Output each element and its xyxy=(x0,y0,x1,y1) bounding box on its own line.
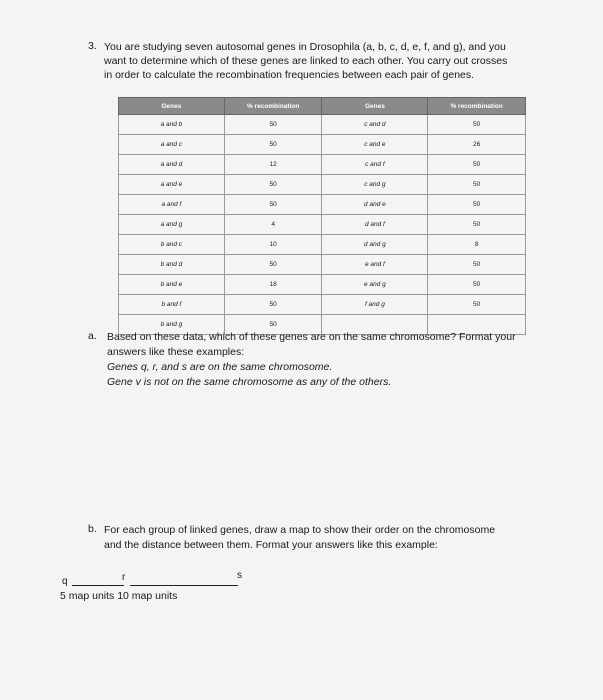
gene-pair-cell: b and d xyxy=(119,255,225,275)
recombination-cell: 50 xyxy=(224,175,322,195)
table-row xyxy=(119,135,526,155)
gene-pair-cell: c and g xyxy=(322,175,428,195)
intro-line: in order to calculate the recombination frequencies between each pair of genes. xyxy=(104,69,475,81)
intro-line: You are studying seven autosomal genes in Drosophila (a, b, c, d, e, f, and g), and you xyxy=(104,41,506,53)
recombination-cell: 50 xyxy=(224,315,322,335)
gene-pair-cell: b and c xyxy=(119,235,225,255)
part-a-example: Genes q, r, and s are on the same chromosome. xyxy=(107,361,333,373)
part-b-label: b. xyxy=(88,523,97,535)
map-gene-r: r xyxy=(122,572,126,583)
part-b-line: For each group of linked genes, draw a map to show their order on the chromosome xyxy=(104,524,496,536)
part-a-example: Gene v is not on the same chromosome as any of the others. xyxy=(107,376,392,388)
gene-pair-cell: e and g xyxy=(322,275,428,295)
gene-pair-cell: c and e xyxy=(322,135,428,155)
recombination-cell: 50 xyxy=(428,155,526,175)
gene-pair-cell: e and f xyxy=(322,255,428,275)
gene-pair-cell: c and d xyxy=(322,115,428,135)
header-recombination-1: % recombination xyxy=(224,98,322,115)
gene-pair-cell: c and f xyxy=(322,155,428,175)
table-row xyxy=(119,255,526,275)
header-genes-1: Genes xyxy=(119,98,225,115)
table-row xyxy=(119,215,526,235)
gene-pair-cell: a and b xyxy=(119,115,225,135)
map-segment xyxy=(130,585,238,586)
recombination-cell: 50 xyxy=(224,115,322,135)
header-genes-2: Genes xyxy=(322,98,428,115)
recombination-cell: 50 xyxy=(428,255,526,275)
recombination-cell: 50 xyxy=(428,175,526,195)
gene-pair-cell: b and e xyxy=(119,275,225,295)
question-number: 3. xyxy=(88,40,97,52)
gene-pair-cell: b and g xyxy=(119,315,225,335)
recombination-cell: 10 xyxy=(224,235,322,255)
table-row xyxy=(119,235,526,255)
recombination-cell: 50 xyxy=(428,295,526,315)
recombination-cell: 12 xyxy=(224,155,322,175)
table-header-row xyxy=(119,98,526,115)
part-a-text xyxy=(107,330,567,390)
map-example xyxy=(60,572,280,612)
part-a-label: a. xyxy=(88,330,97,342)
gene-pair-cell: d and f xyxy=(322,215,428,235)
gene-pair-cell: a and f xyxy=(119,195,225,215)
map-segment xyxy=(72,585,124,586)
recombination-cell: 50 xyxy=(224,135,322,155)
recombination-cell: 50 xyxy=(428,195,526,215)
part-a-line: answers like these examples: xyxy=(107,346,245,358)
map-units-label: 5 map units 10 map units xyxy=(60,590,178,602)
gene-pair-cell: b and f xyxy=(119,295,225,315)
table-row xyxy=(119,195,526,215)
recombination-cell: 8 xyxy=(428,235,526,255)
header-recombination-2: % recombination xyxy=(428,98,526,115)
gene-pair-cell: d and g xyxy=(322,235,428,255)
recombination-cell: 50 xyxy=(224,295,322,315)
question-intro xyxy=(104,40,564,82)
map-gene-q: q xyxy=(62,576,68,587)
gene-pair-cell: a and g xyxy=(119,215,225,235)
table-row xyxy=(119,115,526,135)
recombination-cell: 50 xyxy=(224,255,322,275)
table-row xyxy=(119,295,526,315)
gene-pair-cell: a and c xyxy=(119,135,225,155)
recombination-cell: 50 xyxy=(428,215,526,235)
recombination-cell: 26 xyxy=(428,135,526,155)
part-b-text xyxy=(104,523,574,553)
recombination-cell: 50 xyxy=(224,195,322,215)
gene-pair-cell: d and e xyxy=(322,195,428,215)
recombination-cell: 50 xyxy=(428,115,526,135)
map-gene-s: s xyxy=(237,570,242,581)
intro-line: want to determine which of these genes are linked to each other. You carry out crosses xyxy=(104,55,508,67)
gene-pair-cell: a and d xyxy=(119,155,225,175)
gene-pair-cell: f and g xyxy=(322,295,428,315)
gene-pair-cell: a and e xyxy=(119,175,225,195)
recombination-cell: 4 xyxy=(224,215,322,235)
recombination-table xyxy=(118,97,526,335)
table-row xyxy=(119,175,526,195)
part-a-line: Based on these data, which of these genes are on the same chromosome? Format your xyxy=(107,331,516,343)
table-row xyxy=(119,155,526,175)
table-row xyxy=(119,275,526,295)
recombination-cell: 18 xyxy=(224,275,322,295)
part-b-line: and the distance between them. Format your answers like this example: xyxy=(104,539,438,551)
recombination-cell: 50 xyxy=(428,275,526,295)
